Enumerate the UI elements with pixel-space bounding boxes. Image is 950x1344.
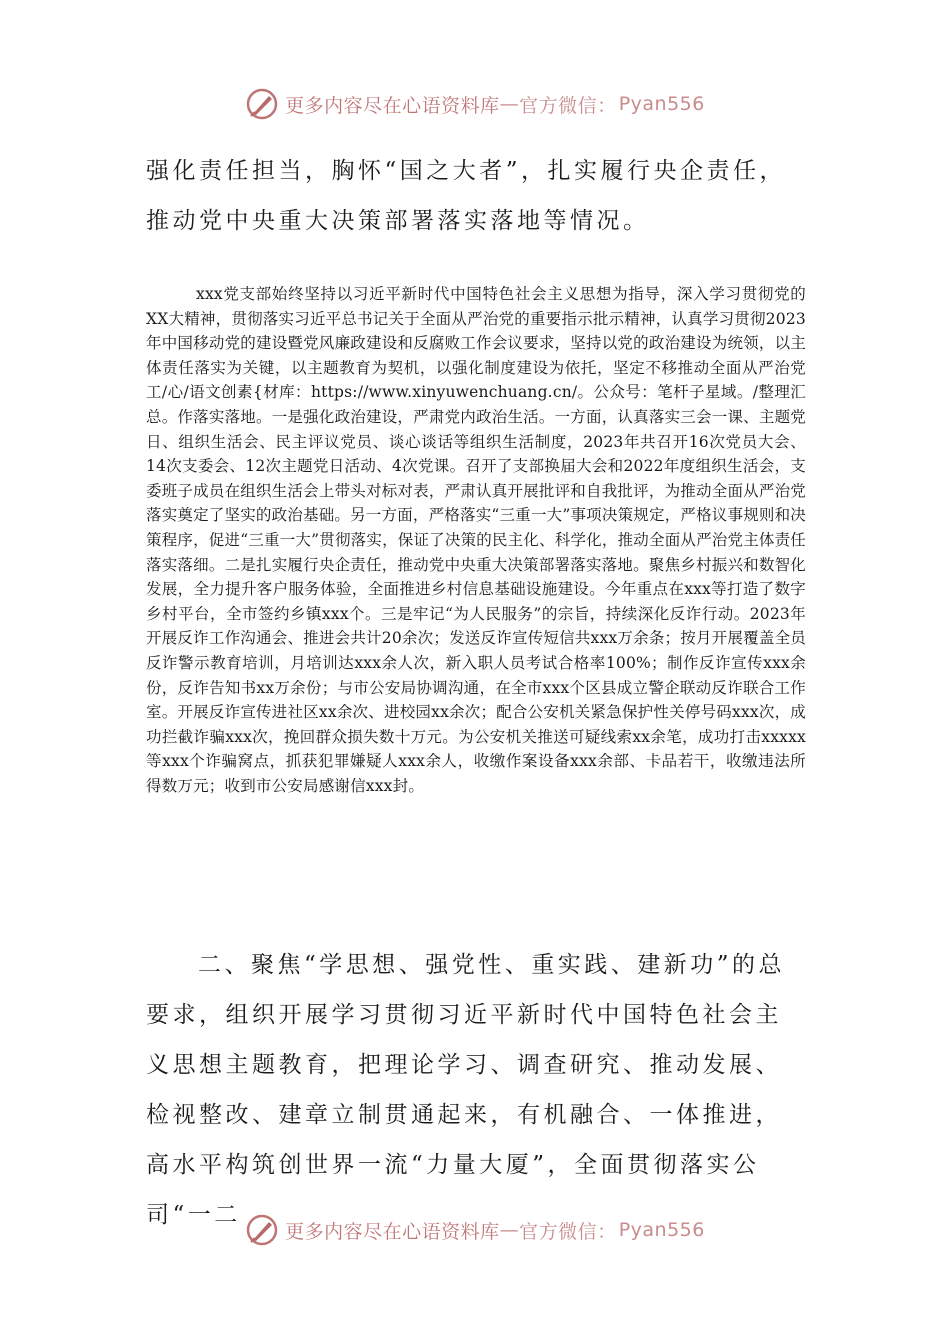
watermark-separator: — — [499, 93, 520, 115]
watermark-banner-bottom — [0, 1208, 950, 1252]
watermark-banner-top — [0, 82, 950, 126]
intro-paragraph: 强化责任担当，胸怀“国之大者”，扎实履行央企责任，推动党中央重大决策部署落实落地等情况。 — [146, 158, 787, 234]
watermark-brand: 更多内容尽在心语资料库 — [285, 1220, 500, 1243]
watermark-separator: — — [499, 1219, 520, 1241]
watermark-handle: Pyan556 — [618, 93, 705, 115]
body-paragraph: xxx党支部始终坚持以习近平新时代中国特色社会主义思想为指导，深入学习贯彻党的XX大精神，贯彻落实习近平总书记关于全面从严治党的重要指示批示精神，认真学习贯彻2023年中国移动党的建设暨党风廉政建设和反腐败工作会议要求，坚持以党的政治建设为统领，以主体责任落实为关键，以主题教育为契机，以强化制度建设为依托，坚定不移推动全面从严治党工/心/语文创素{材库：https://www.xinyuwenchuang.cn/。公众号：笔杆子星域。/整理汇总。作落实落地。一是强化政治建设，严肃党内政治生活。一方面，认真落实三会一课、主题党日、组织生活会、民主评议党员、谈心谈话等组织生活制度，2023年共召开16次党员大会、14次支委会、12次主题党日活动、4次党课。召开了支部换届大会和2022年度组织生活会，支委班子成员在组织生活会上带头对标对表，严肃认真开展批评和自我批评，为推动全面从严治党落实奠定了坚实的政治基础。另一方面，严格落实“三重一大”事项决策规定，严格议事规则和决策程序，促进“三重一大”贯彻落实，保证了决策的民主化、科学化，推动全面从严治党主体责任落实落细。二是扎实履行央企责任，推动党中央重大决策部署落实落地。聚焦乡村振兴和数智化发展，全力提升客户服务体验，全面推进乡村信息基础设施建设。今年重点在xxx等打造了数字乡村平台，全市签约乡镇xxx个。三是牢记“为人民服务”的宗旨，持续深化反诈行动。2023年开展反诈工作沟通会、推进会共计20余次；发送反诈宣传短信共xxx万余条；按月开展覆盖全员反诈警示教育培训，月培训达xxx余人次，新入职人员考试合格率100%；制作反诈宣传xxx余份，反诈告知书xx万余份；与市公安局协调沟通，在全市xxx个区县成立警企联动反诈联合工作室。开展反诈宣传进社区xx余次、进校园xx余次；配合公安机关紧急保护性关停号码xxx次，成功拦截诈骗xxx次，挽回群众损失数十万元。为公安机关推送可疑线索xx余笔，成功打击xxxxx等xxx个诈骗窝点，抓获犯罪嫌疑人xxx余人，收缴作案设备xxx余部、卡品若干，收缴违法所得数万元；收到市公安局感谢信xxx封。 — [146, 285, 806, 795]
watermark-brand: 更多内容尽在心语资料库 — [285, 94, 500, 117]
watermark-official: 官方微信： — [519, 1220, 617, 1243]
quill-logo-icon — [245, 87, 279, 121]
watermark-official: 官方微信： — [519, 94, 617, 117]
section-two-paragraph: 二、聚焦“学思想、强党性、重实践、建新功”的总要求，组织开展学习贯彻习近平新时代中国特色社会主义思想主题教育，把理论学习、调查研究、推动发展、检视整改、建章立制贯通起来，有机融合、一体推进，高水平构筑创世界一流“力量大厦”，全面贯彻落实公司“一二 — [146, 952, 786, 1228]
quill-logo-icon — [245, 1213, 279, 1247]
watermark-handle: Pyan556 — [618, 1219, 705, 1241]
